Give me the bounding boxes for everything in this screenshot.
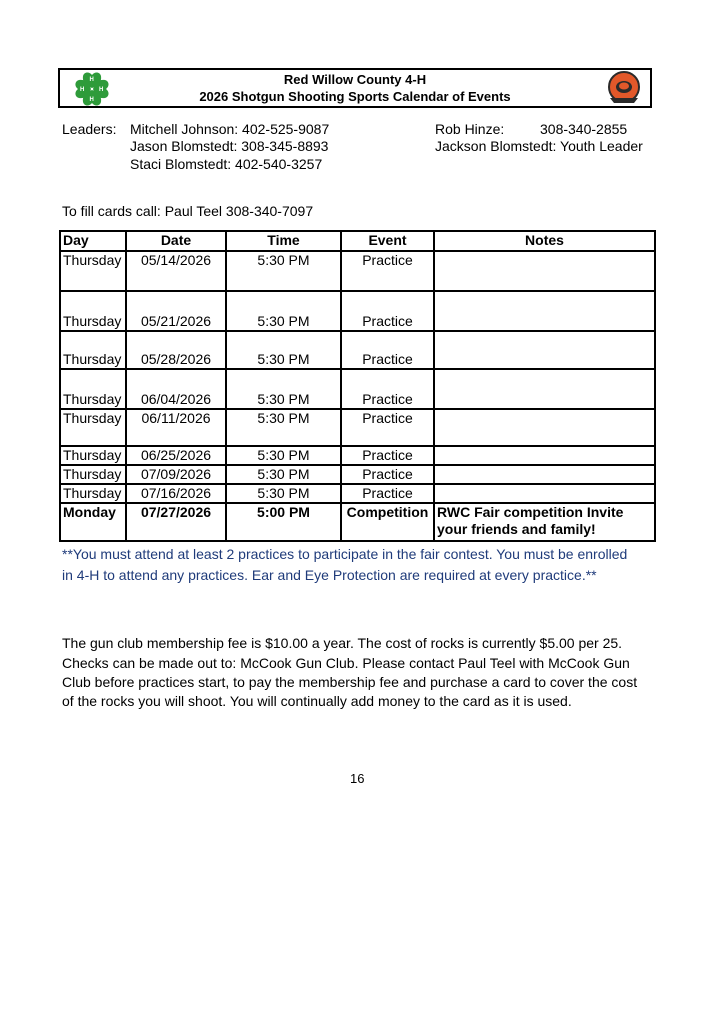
svg-text:H: H [99,87,104,93]
svg-text:H: H [89,77,94,83]
cell-date: 07/09/2026 [126,465,226,484]
cell-day: Thursday [60,251,126,291]
cell-notes [434,369,655,409]
header-day: Day [60,231,126,251]
cell-day: Monday [60,503,126,541]
fees-line1: The gun club membership fee is $10.00 a year. The cost of rocks is currently $5.00 per 25. [62,635,623,651]
cell-date: 05/21/2026 [126,291,226,331]
cell-day: Thursday [60,446,126,465]
cell-event: Competition [341,503,434,541]
cell-notes [434,331,655,369]
table-row [60,251,655,291]
cards-contact-line: To fill cards call: Paul Teel 308-340-7097 [62,203,314,219]
cell-time: 5:30 PM [226,446,341,465]
cell-event: Practice [341,369,434,409]
cell-time: 5:30 PM [226,331,341,369]
page-number: 16 [350,771,365,786]
clay-target-logo [604,70,644,108]
cell-time: 5:30 PM [226,484,341,503]
cell-day: Thursday [60,331,126,369]
cell-time: 5:30 PM [226,291,341,331]
cell-notes [434,465,655,484]
cell-day: Thursday [60,484,126,503]
table-row [60,369,655,409]
cell-date: 07/16/2026 [126,484,226,503]
table-row [60,503,655,541]
cell-notes [434,484,655,503]
practice-requirement-line1: **You must attend at least 2 practices to participate in the fair contest. You must be enrolled [62,546,628,562]
cell-notes: RWC Fair competition Invite your friends and family! [434,503,655,541]
svg-text:H: H [80,87,85,93]
header-event: Event [341,231,434,251]
cell-day: Thursday [60,465,126,484]
cell-date: 05/28/2026 [126,331,226,369]
cell-time: 5:30 PM [226,409,341,446]
table-row [60,409,655,446]
header-date: Date [126,231,226,251]
cell-notes [434,251,655,291]
leader-jackson: Jackson Blomstedt: Youth Leader [435,138,643,154]
cell-event: Practice [341,446,434,465]
leaders-label: Leaders: [62,121,117,137]
fees-line4: of the rocks you will shoot. You will continually add money to the card as it is used. [62,693,572,709]
header-time: Time [226,231,341,251]
table-row [60,291,655,331]
practice-requirement-line2: in 4-H to attend any practices. Ear and Eye Protection are required at every practice.** [62,567,597,583]
calendar-org-title: Red Willow County 4-H [283,72,427,87]
cell-event: Practice [341,331,434,369]
cell-date: 07/27/2026 [126,503,226,541]
fees-line3: Club before practices start, to pay the membership fee and purchase a card to cover the cost [62,674,638,690]
cell-event: Practice [341,251,434,291]
cell-time: 5:30 PM [226,251,341,291]
leader-rob-phone: 308-340-2855 [540,121,628,137]
table-row [60,331,655,369]
calendar-title: 2026 Shotgun Shooting Sports Calendar of Events [199,89,511,104]
table-row [60,465,655,484]
cell-day: Thursday [60,291,126,331]
table-row [60,446,655,465]
cell-time: 5:30 PM [226,465,341,484]
header-notes: Notes [434,231,655,251]
cell-notes [434,291,655,331]
svg-text:H: H [89,97,94,103]
leader-staci: Staci Blomstedt: 402-540-3257 [130,156,323,172]
cell-event: Practice [341,291,434,331]
cell-event: Practice [341,409,434,446]
cell-date: 06/25/2026 [126,446,226,465]
cell-day: Thursday [60,369,126,409]
cell-date: 06/11/2026 [126,409,226,446]
table-header-row [60,231,655,251]
leader-jason: Jason Blomstedt: 308-345-8893 [130,138,329,154]
leader-mitchell: Mitchell Johnson: 402-525-9087 [130,121,330,137]
fees-line2: Checks can be made out to: McCook Gun Club. Please contact Paul Teel with McCook Gun [62,655,630,671]
cell-time: 5:30 PM [226,369,341,409]
cell-date: 06/04/2026 [126,369,226,409]
cell-event: Practice [341,484,434,503]
events-table [59,230,656,542]
table-row [60,484,655,503]
cell-date: 05/14/2026 [126,251,226,291]
cell-time: 5:00 PM [226,503,341,541]
leader-rob-name: Rob Hinze: [435,121,505,137]
header-box [58,68,652,108]
cell-day: Thursday [60,409,126,446]
cell-notes [434,409,655,446]
cell-notes [434,446,655,465]
cell-event: Practice [341,465,434,484]
